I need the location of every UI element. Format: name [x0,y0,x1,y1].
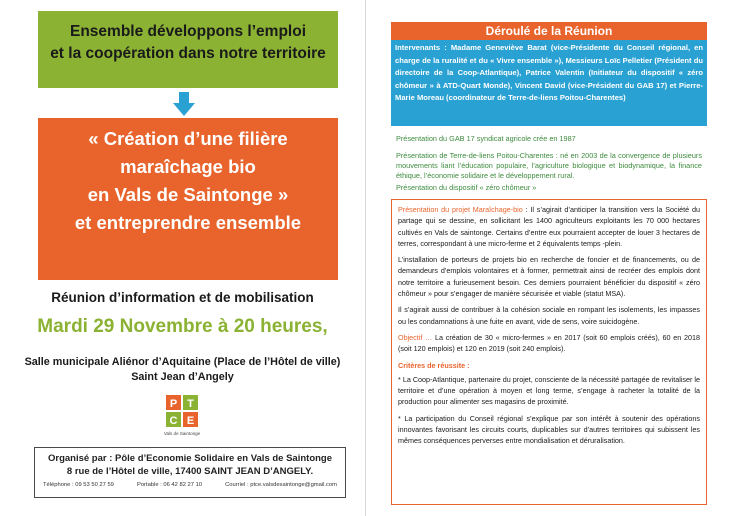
organizer-address: 8 rue de l’Hôtel de ville, 17400 SAINT JEAN D’ANGELY. [66,466,314,477]
organizer-contacts [35,478,345,490]
criteria-2: * La participation du Conseil régional s’explique par son intérêt à soutenir des opérations innovantes favorisant les circuits courts, duplicables sur d’autres territoires qui subissent les mêmes conséquences perverses entre mondialisation et déruralisation. [398,413,700,446]
venue-line-2: Saint Jean d’Angely [131,371,234,383]
title-line-3: en Vals de Saintonge » [87,184,289,205]
project-text: : Il s’agirait d’anticiper la transition vers la Société du partage qui se dessine, en sollicitant les 1400 agriculteurs exploitants les 70 000 hectares cultivés en Vals de saintonge. Certains d’entre eux pourraient accepter de louer 3 hectares de terres, correspondant à une micro-ferme et 2 équivalents temps -plein. [398,205,700,248]
objective-paragraph [398,332,700,355]
installation-paragraph: L’installation de porteurs de projets bio en recherche de foncier et de financements, ou de demandeurs d’emplois volontaires et à former, permettrait ainsi de recréer des emplois dont notre territoire a furieusement besoin. Ces derniers pourraient bénéficier du dispositif « zéro chômeur » pour s’engager de manière sécurisée et viable (statut MSA). [398,255,700,299]
logo-letter-t: T [187,398,194,410]
meeting-heading: Réunion d’information et de mobilisation [51,290,314,305]
phone: Téléphone : 09 53 50 27 59 [43,482,114,488]
project-details-box [391,199,707,505]
presentation-gab17: Présentation du GAB 17 syndicat agricole crée en 1987 [396,134,576,143]
logo-caption: Vals de Saintonge [163,431,201,436]
meeting-date: Mardi 29 Novembre à 20 heures, [37,316,328,337]
down-arrow-icon [173,92,195,116]
project-paragraph [398,204,700,249]
presentation-zero-chomeur: Présentation du dispositif « zéro chômeur » [396,183,537,192]
ptce-logo [162,393,202,439]
organizer-line-1: Organisé par : Pôle d’Economie Solidaire en Vals de Saintonge [47,453,333,464]
logo-letter-c: C [169,415,178,427]
cohesion-paragraph: Il s’agirait aussi de contribuer à la cohésion sociale en rompant les isolements, les impasses ou les condamnations à une fuite en avant, vide de sens, voire suicidogène. [398,305,700,326]
logo-letter-e: E [186,415,195,427]
logo-letter-p: P [169,398,178,410]
agenda-title: Déroulé de la Réunion [391,22,707,40]
presentation-terre-de-liens: Présentation de Terre-de-liens Poitou-Charentes : né en 2003 de la convergence de plusieurs mouvements liant l’éducation populaire, l’agriculture biologique et biodynamique, la finance éthique, l’économie solidaire et le développement rural. [396,151,702,180]
speakers-box: Intervenants : Madame Geneviève Barat (vice-Présidente du Conseil régional, en charge de la ruralité et du « Vivre ensemble »), Messieurs Loïc Pelletier (Président du directoire de la Coop-Atlantique), Patrice Valentin (Initiateur du dispositif « zéro chômeur » à ATD-Quart Monde), Vincent David (vice-Président du GAB 17) et Pierre-Marie Moreau (coordinateur de Terre-de-liens Poitou-Charentes) [391,40,707,126]
mobile: Portable : 06 42 82 27 10 [136,482,203,488]
criteria-title: Critères de réussite : [398,360,470,370]
venue-line-1: Salle municipale Aliénor d’Aquitaine (Place de l’Hôtel de ville) [24,356,341,368]
objective-text: La création de 30 « micro-fermes » en 2017 (soit 60 emplois créés), 60 en 2018 (soit 120 emplois) et 120 en 2019 (soit 240 emplois). [398,332,700,354]
headline-line-1: Ensemble développons l’emploi [70,23,306,40]
title-line-2: maraîchage bio [120,156,256,177]
title-line-1: « Création d’une filière [88,128,288,149]
headline-line-2: et la coopération dans notre territoire [50,45,326,62]
venue [0,355,365,385]
objective-label: Objectif … [398,332,433,342]
headline-box [38,11,338,88]
project-title-box [38,118,338,280]
email: Courriel : ptce.valsdesaintonge@gmail.com [225,482,337,488]
project-label: Présentation du projet Maraîchage-bio [398,205,523,214]
right-panel [366,0,730,516]
criteria-1: * La Coop-Atlantique, partenaire du projet, consciente de la nécessité partagée de revitaliser le territoire et d’une opération à moyen et long terme, s’engage à racheter la totalité de la production pour alimenter ses magasins de proximité. [398,374,700,407]
organizer-box [34,447,346,498]
title-line-4: et entreprendre ensemble [74,212,302,233]
